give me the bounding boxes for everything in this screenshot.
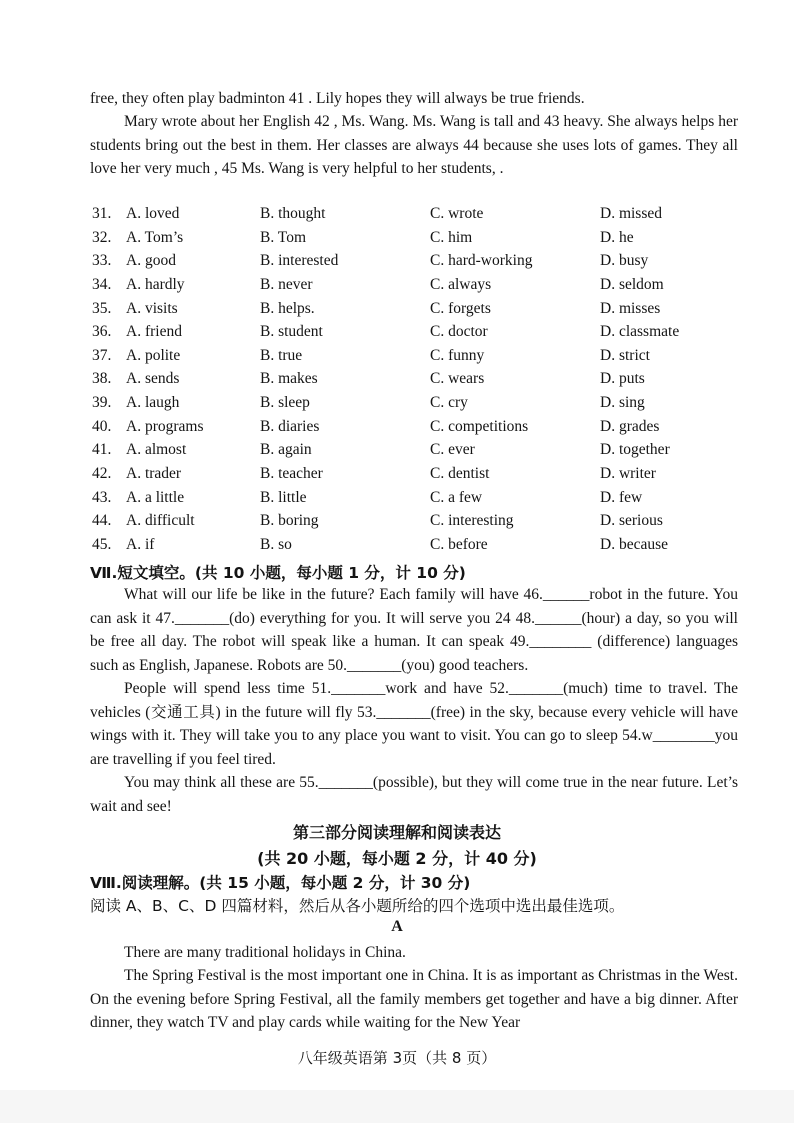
option-b: B. boring bbox=[260, 512, 319, 529]
option-c: C. before bbox=[430, 536, 488, 553]
option-row bbox=[92, 323, 742, 346]
option-row bbox=[92, 536, 742, 559]
option-a: A. good bbox=[126, 252, 176, 269]
option-c: C. cry bbox=[430, 394, 468, 411]
option-d: D. he bbox=[600, 229, 634, 246]
option-a: A. if bbox=[126, 536, 155, 553]
option-b: B. little bbox=[260, 489, 307, 506]
option-c: C. doctor bbox=[430, 323, 488, 340]
option-b: B. never bbox=[260, 276, 313, 293]
option-c: C. a few bbox=[430, 489, 483, 506]
option-a: A. Tom’s bbox=[126, 229, 184, 246]
cloze-paragraph-3: You may think all these are 55._______(possible), but they will come true in the near future. Let’s wait and see! bbox=[90, 774, 738, 815]
passage-paragraph: Mary wrote about her English 42 , Ms. Wang. Ms. Wang is tall and 43 heavy. She always helps her students bring out the best in them. Her classes are always 44 because she uses lots of games. They all love her very much , 45 Ms. Wang is very helpful to her students, . bbox=[90, 113, 738, 177]
passage-label: A bbox=[391, 918, 403, 935]
question-number: 34. bbox=[92, 276, 112, 293]
cloze-paragraph-1: What will our life be like in the future? Each family will have 46.______robot in the future. You can ask it 47._______(do) everything for you. It will serve you 24 48.______(hour) a day, so you will be free all day. The robot will speak like a human. It can speak 49.________ (difference) languages such as English, Japanese. Robots are 50._______(you) good teachers. bbox=[90, 586, 738, 674]
option-b: B. again bbox=[260, 441, 312, 458]
option-a: A. sends bbox=[126, 370, 180, 387]
option-b: B. true bbox=[260, 347, 303, 364]
option-row bbox=[92, 441, 742, 464]
question-number: 31. bbox=[92, 205, 112, 222]
option-c: C. hard-working bbox=[430, 252, 533, 269]
option-d: D. seldom bbox=[600, 276, 664, 293]
passage-line: free, they often play badminton 41 . Lily hopes they will always be true friends. bbox=[90, 90, 585, 107]
option-c: C. wears bbox=[430, 370, 485, 387]
section-7-heading: Ⅶ.短文填空。(共 10 小题，每小题 1 分，计 10 分) bbox=[90, 564, 466, 582]
option-a: A. polite bbox=[126, 347, 181, 364]
option-c: C. always bbox=[430, 276, 492, 293]
option-c: C. funny bbox=[430, 347, 485, 364]
option-row bbox=[92, 300, 742, 323]
question-number: 40. bbox=[92, 418, 112, 435]
section-8-instruction: 阅读 A、B、C、D 四篇材料，然后从各小题所给的四个选项中选出最佳选项。 bbox=[90, 897, 625, 915]
option-a: A. difficult bbox=[126, 512, 195, 529]
option-row bbox=[92, 512, 742, 535]
question-number: 39. bbox=[92, 394, 112, 411]
option-d: D. puts bbox=[600, 370, 645, 387]
option-a: A. laugh bbox=[126, 394, 180, 411]
option-d: D. busy bbox=[600, 252, 649, 269]
option-row bbox=[92, 276, 742, 299]
option-a: A. hardly bbox=[126, 276, 185, 293]
option-d: D. strict bbox=[600, 347, 650, 364]
option-row bbox=[92, 418, 742, 441]
part-3-subtitle: (共 20 小题，每小题 2 分，计 40 分) bbox=[257, 849, 537, 868]
option-b: B. interested bbox=[260, 252, 339, 269]
question-number: 44. bbox=[92, 512, 112, 529]
option-b: B. makes bbox=[260, 370, 318, 387]
option-row bbox=[92, 465, 742, 488]
option-b: B. teacher bbox=[260, 465, 323, 482]
option-a: A. visits bbox=[126, 300, 178, 317]
option-row bbox=[92, 370, 742, 393]
option-a: A. almost bbox=[126, 441, 187, 458]
option-c: C. ever bbox=[430, 441, 475, 458]
option-d: D. because bbox=[600, 536, 668, 553]
option-c: C. competitions bbox=[430, 418, 529, 435]
option-c: C. him bbox=[430, 229, 473, 246]
question-number: 42. bbox=[92, 465, 112, 482]
option-d: D. grades bbox=[600, 418, 660, 435]
question-number: 45. bbox=[92, 536, 112, 553]
option-a: A. trader bbox=[126, 465, 182, 482]
option-b: B. so bbox=[260, 536, 292, 553]
option-row bbox=[92, 489, 742, 512]
question-number: 36. bbox=[92, 323, 112, 340]
cloze-paragraph-2: People will spend less time 51._______work and have 52._______(much) time to travel. The vehicles (交通工具) in the future will fly 53._______(free) in the sky, because every vehicle will have wings with it. They will take you to any place you want to visit. You can go to sleep 54.w________you are travelling if you feel tired. bbox=[90, 680, 738, 768]
section-8-heading: Ⅷ.阅读理解。(共 15 小题，每小题 2 分，计 30 分) bbox=[90, 874, 471, 892]
option-d: D. sing bbox=[600, 394, 645, 411]
question-number: 43. bbox=[92, 489, 112, 506]
option-row bbox=[92, 394, 742, 417]
part-3-title: 第三部分阅读理解和阅读表达 bbox=[292, 823, 501, 842]
option-c: C. wrote bbox=[430, 205, 484, 222]
option-b: B. student bbox=[260, 323, 323, 340]
option-b: B. sleep bbox=[260, 394, 310, 411]
option-b: B. thought bbox=[260, 205, 326, 222]
option-b: B. helps. bbox=[260, 300, 315, 317]
scan-margin bbox=[0, 1090, 794, 1123]
question-number: 35. bbox=[92, 300, 112, 317]
option-row bbox=[92, 347, 742, 370]
option-a: A. loved bbox=[126, 205, 180, 222]
option-d: D. together bbox=[600, 441, 670, 458]
option-d: D. few bbox=[600, 489, 643, 506]
option-b: B. diaries bbox=[260, 418, 320, 435]
question-number: 32. bbox=[92, 229, 112, 246]
option-d: D. missed bbox=[600, 205, 662, 222]
option-a: A. a little bbox=[126, 489, 185, 506]
question-number: 37. bbox=[92, 347, 112, 364]
option-d: D. serious bbox=[600, 512, 663, 529]
option-a: A. programs bbox=[126, 418, 204, 435]
option-d: D. classmate bbox=[600, 323, 680, 340]
reading-paragraph-2: The Spring Festival is the most important one in China. It is as important as Christmas in the West. On the evening before Spring Festival, all the family members get together and have a big dinner. After dinner, they watch TV and play cards while waiting for the New Year bbox=[90, 967, 738, 1031]
option-c: C. interesting bbox=[430, 512, 514, 529]
option-row bbox=[92, 205, 742, 228]
question-number: 41. bbox=[92, 441, 112, 458]
option-c: C. dentist bbox=[430, 465, 490, 482]
option-a: A. friend bbox=[126, 323, 182, 340]
option-c: C. forgets bbox=[430, 300, 491, 317]
option-row bbox=[92, 229, 742, 252]
option-b: B. Tom bbox=[260, 229, 307, 246]
reading-paragraph-1: There are many traditional holidays in China. bbox=[124, 944, 406, 961]
page-footer: 八年级英语第 3页（共 8 页） bbox=[297, 1049, 497, 1067]
option-d: D. writer bbox=[600, 465, 656, 482]
question-number: 38. bbox=[92, 370, 112, 387]
option-row bbox=[92, 252, 742, 275]
question-number: 33. bbox=[92, 252, 112, 269]
option-d: D. misses bbox=[600, 300, 661, 317]
